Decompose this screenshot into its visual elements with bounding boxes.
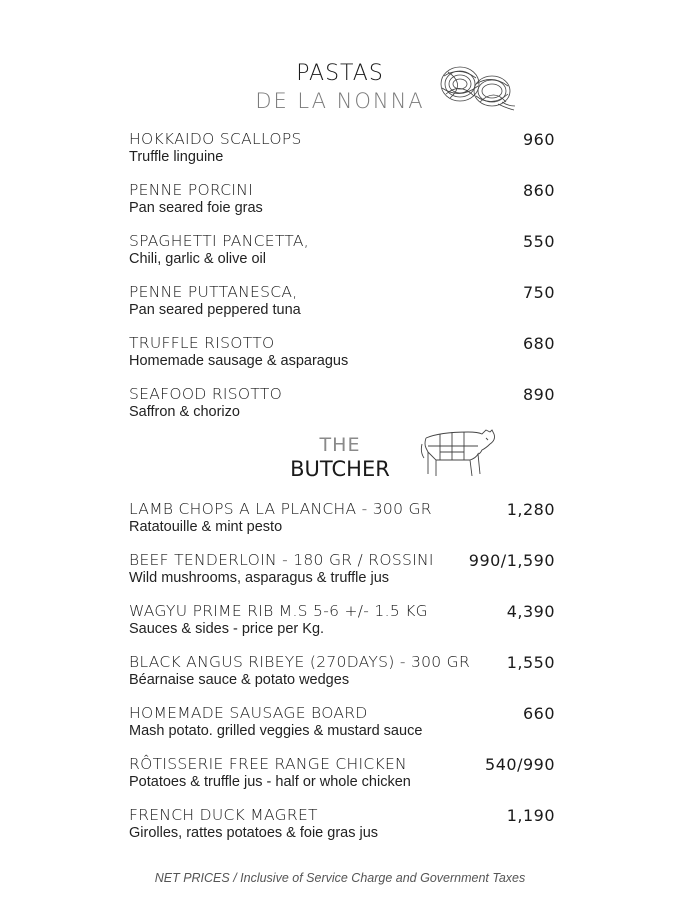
menu-item bbox=[129, 334, 555, 385]
item-description: Pan seared peppered tuna bbox=[129, 302, 301, 318]
item-name: RÔTISSERIE FREE RANGE CHICKEN bbox=[129, 755, 407, 773]
menu-item bbox=[129, 755, 555, 806]
item-price: 750 bbox=[522, 283, 555, 302]
menu-item bbox=[129, 602, 555, 653]
pricing-note: NET PRICES / Inclusive of Service Charge and Government Taxes bbox=[154, 871, 526, 885]
item-description: Pan seared foie gras bbox=[129, 200, 263, 216]
pastas-list bbox=[129, 130, 555, 436]
item-name: BEEF TENDERLOIN - 180 GR / ROSSINI bbox=[129, 551, 434, 569]
pastas-section-title bbox=[240, 60, 440, 114]
menu-item bbox=[129, 704, 555, 755]
pastas-subtitle: DE LA NONNA bbox=[255, 89, 425, 113]
item-price: 1,280 bbox=[506, 500, 555, 519]
item-description: Homemade sausage & asparagus bbox=[129, 353, 349, 369]
menu-item bbox=[129, 283, 555, 334]
item-description: Ratatouille & mint pesto bbox=[129, 519, 283, 535]
pasta-nests-icon bbox=[436, 62, 516, 112]
item-description: Truffle linguine bbox=[129, 149, 224, 165]
item-description: Sauces & sides - price per Kg. bbox=[129, 621, 325, 637]
item-price: 1,190 bbox=[506, 806, 555, 825]
item-price: 660 bbox=[522, 704, 555, 723]
cow-cuts-icon bbox=[420, 424, 498, 480]
item-description: Wild mushrooms, asparagus & truffle jus bbox=[129, 570, 390, 586]
menu-item bbox=[129, 181, 555, 232]
item-name: SPAGHETTI PANCETTA, bbox=[129, 232, 310, 250]
item-name: PENNE PORCINI bbox=[129, 181, 254, 199]
item-name: HOKKAIDO SCALLOPS bbox=[129, 130, 302, 148]
butcher-title-small: THE bbox=[319, 434, 361, 456]
item-price: 890 bbox=[522, 385, 555, 404]
menu-item bbox=[129, 551, 555, 602]
menu-item bbox=[129, 653, 555, 704]
item-name: WAGYU PRIME RIB M.S 5-6 +/- 1.5 KG bbox=[129, 602, 428, 620]
butcher-section-title bbox=[240, 434, 440, 482]
item-price: 960 bbox=[522, 130, 555, 149]
item-name: BLACK ANGUS RIBEYE (270DAYS) - 300 GR bbox=[129, 653, 471, 671]
menu-item bbox=[129, 130, 555, 181]
item-name: HOMEMADE SAUSAGE BOARD bbox=[129, 704, 368, 722]
item-name: TRUFFLE RISOTTO bbox=[129, 334, 275, 352]
item-price: 860 bbox=[522, 181, 555, 200]
item-price: 4,390 bbox=[506, 602, 555, 621]
butcher-list bbox=[129, 500, 555, 857]
item-description: Mash potato. grilled veggies & mustard sauce bbox=[129, 723, 423, 739]
item-name: FRENCH DUCK MAGRET bbox=[129, 806, 318, 824]
item-price: 550 bbox=[522, 232, 555, 251]
menu-item bbox=[129, 806, 555, 857]
item-price: 1,550 bbox=[506, 653, 555, 672]
item-description: Saffron & chorizo bbox=[129, 404, 240, 420]
menu-item bbox=[129, 500, 555, 551]
item-name: LAMB CHOPS A LA PLANCHA - 300 GR bbox=[129, 500, 432, 518]
item-price: 680 bbox=[522, 334, 555, 353]
item-price: 990/1,590 bbox=[468, 551, 555, 570]
pastas-title: PASTAS bbox=[296, 61, 384, 86]
item-description: Girolles, rattes potatoes & foie gras jus bbox=[129, 825, 379, 841]
menu-item bbox=[129, 232, 555, 283]
item-description: Béarnaise sauce & potato wedges bbox=[129, 672, 350, 688]
item-name: SEAFOOD RISOTTO bbox=[129, 385, 283, 403]
item-description: Potatoes & truffle jus - half or whole chicken bbox=[129, 774, 411, 790]
item-price: 540/990 bbox=[485, 755, 555, 774]
item-description: Chili, garlic & olive oil bbox=[129, 251, 266, 267]
item-name: PENNE PUTTANESCA, bbox=[129, 283, 298, 301]
butcher-title: BUTCHER bbox=[290, 457, 390, 481]
